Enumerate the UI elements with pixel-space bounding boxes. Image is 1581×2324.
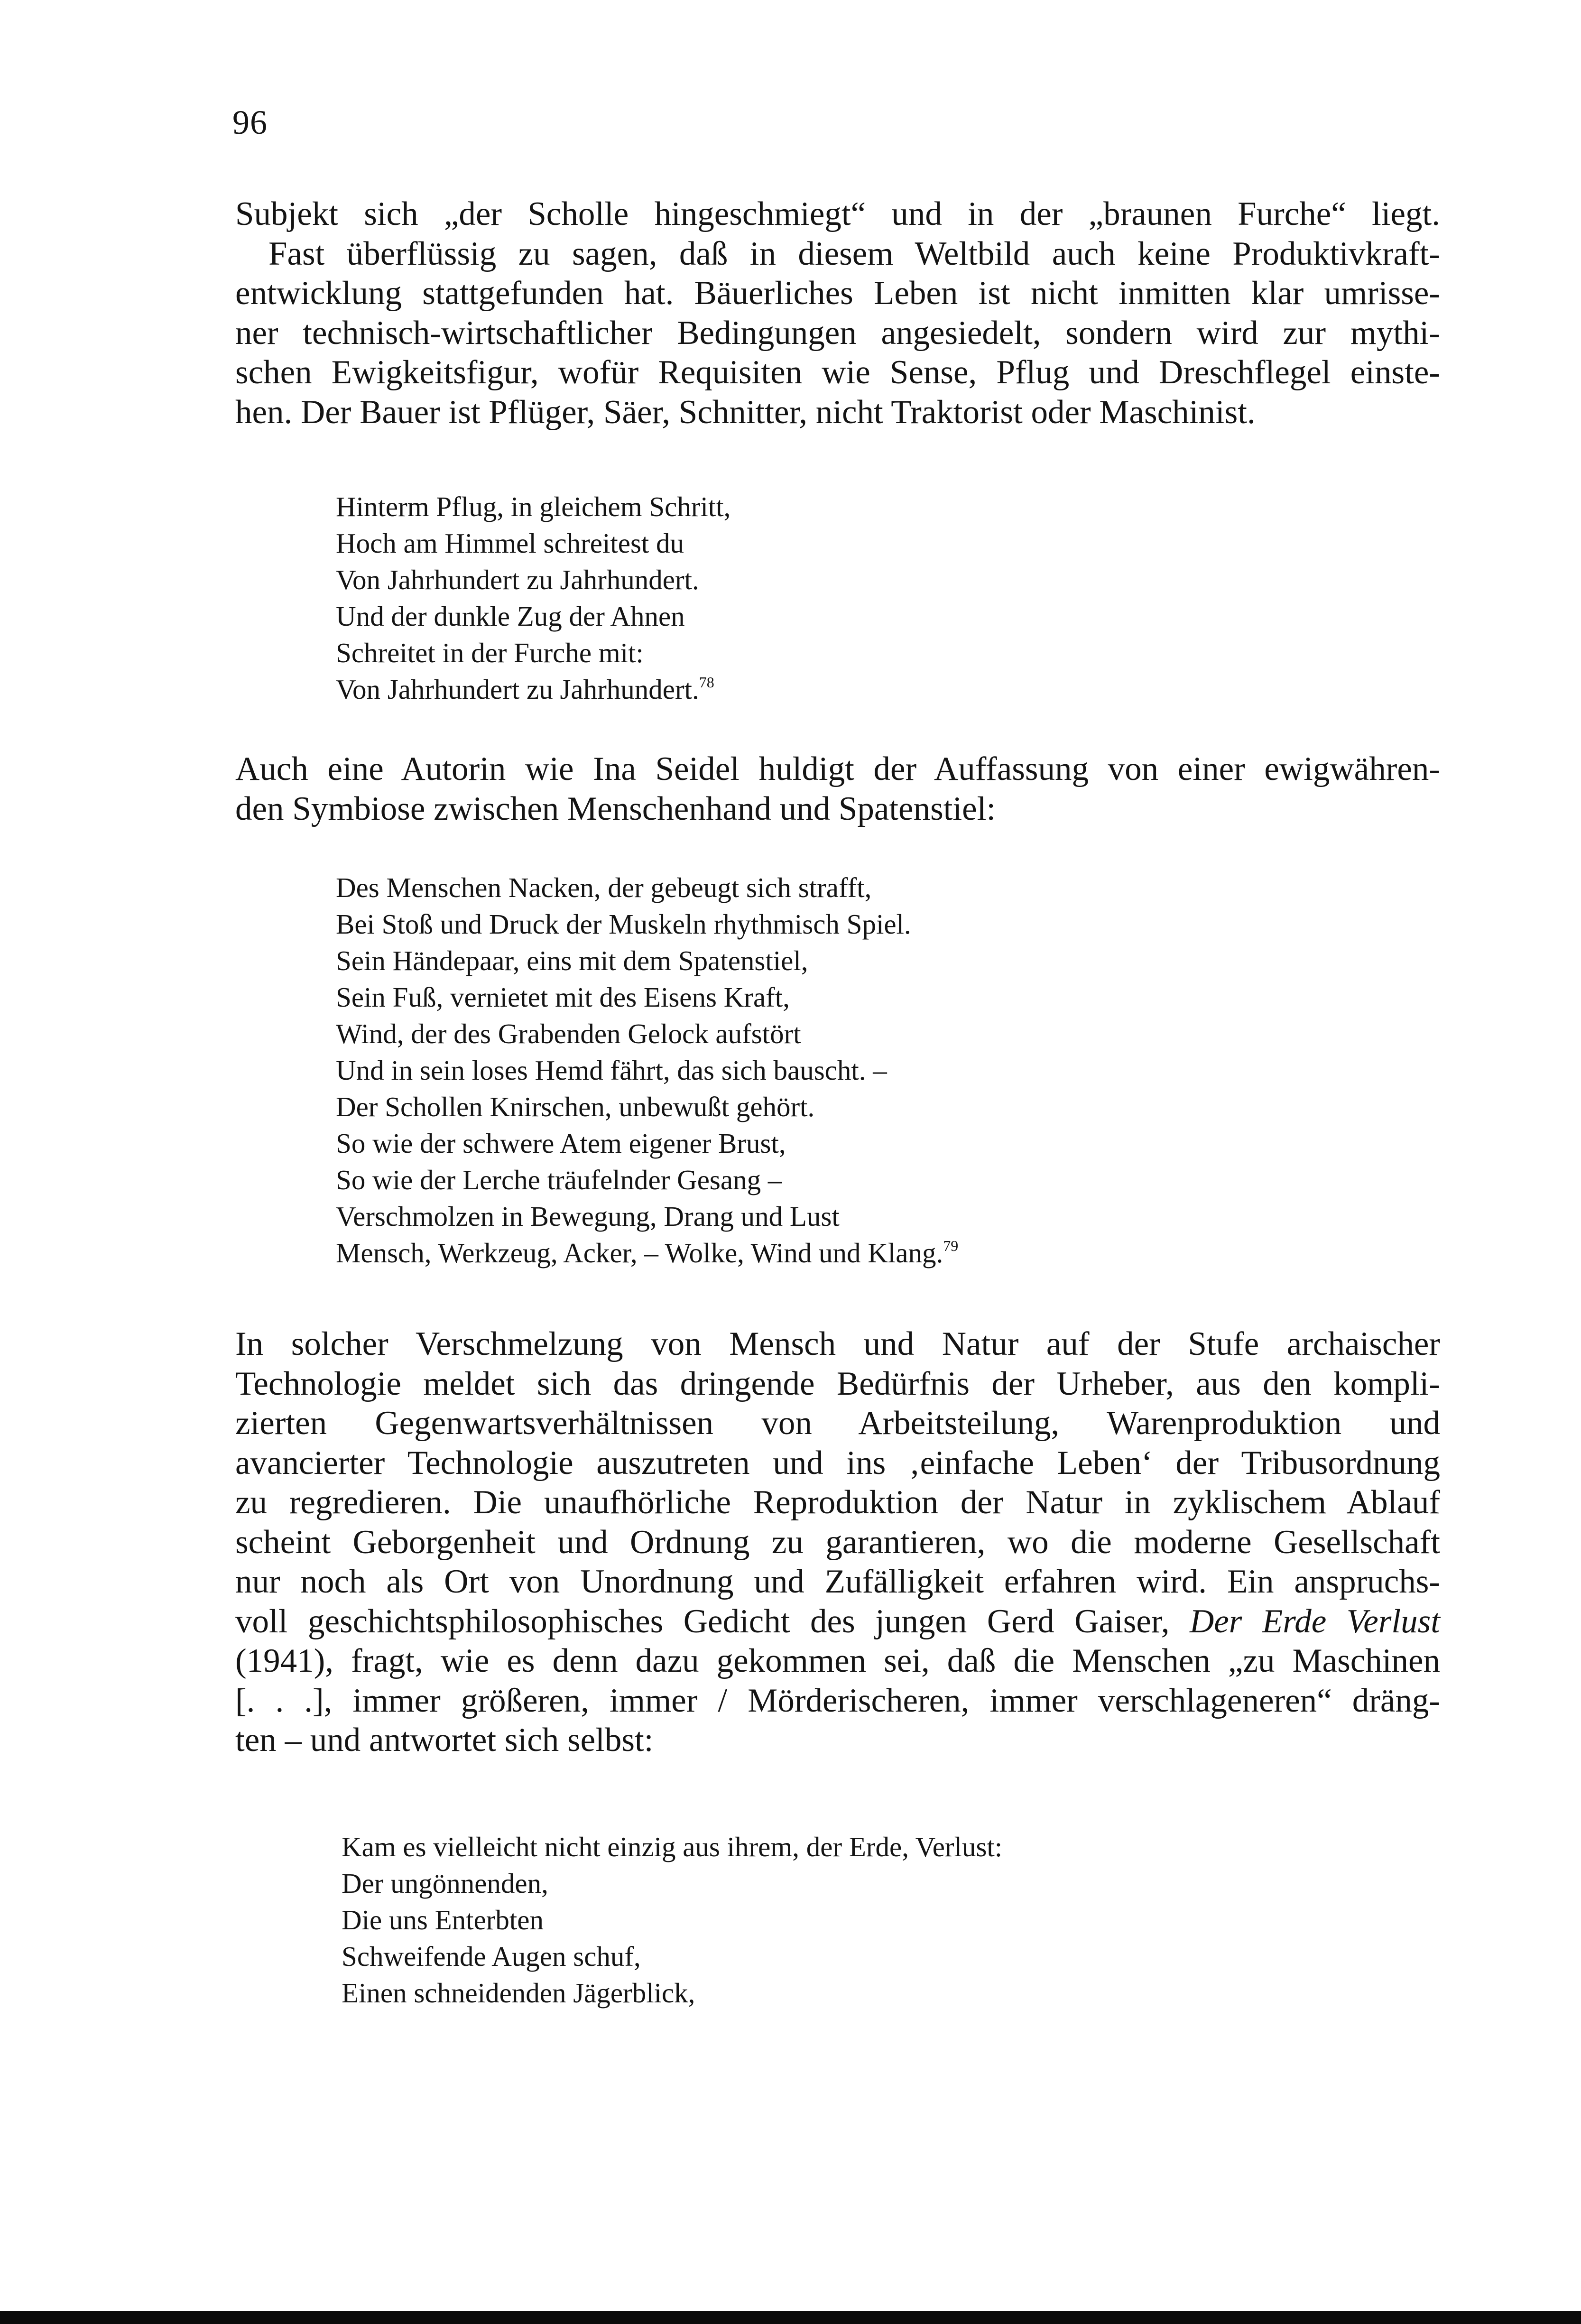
verse-line (336, 671, 730, 708)
verse-line: Bei Stoß und Druck der Muskeln rhythmisch Spiel. (336, 908, 911, 940)
paragraph-line: avancierter Technologie auszutreten und ins ‚einfache Leben‘ der Tribusordnung (235, 1444, 1440, 1481)
paragraph-line: (1941), fragt, wie es denn dazu gekommen sei, daß die Menschen „zu Maschinen (235, 1642, 1440, 1679)
verse-line: Kam es vielleicht nicht einzig aus ihrem, der Erde, Verlust: (342, 1831, 1003, 1862)
page-number: 96 (232, 103, 268, 141)
verse-line: Sein Händepaar, eins mit dem Spatenstiel, (336, 945, 808, 976)
verse-line-text: Mensch, Werkzeug, Acker, – Wolke, Wind und Klang. (336, 1237, 943, 1268)
verse-quote-3 (342, 1829, 1002, 2011)
paragraph-line: scheint Geborgenheit und Ordnung zu garantieren, wo die moderne Gesellschaft (235, 1523, 1440, 1561)
verse-line: Sein Fuß, vernietet mit des Eisens Kraft, (336, 981, 790, 1013)
verse-quote-2 (336, 870, 958, 1271)
paragraph-line: hen. Der Bauer ist Pflüger, Säer, Schnitter, nicht Traktorist oder Maschinist. (235, 393, 1256, 431)
paragraph-line-text: voll geschichtsphilosophisches Gedicht des jungen Gerd Gaiser, (235, 1602, 1170, 1640)
paragraph-line: nur noch als Ort von Unordnung und Zufälligkeit erfahren wird. Ein anspruchs- (235, 1563, 1440, 1600)
verse-line: Hinterm Pflug, in gleichem Schritt, (336, 491, 731, 522)
verse-line: Verschmolzen in Bewegung, Drang und Lust (336, 1201, 840, 1232)
verse-line-text: Von Jahrhundert zu Jahrhundert. (336, 674, 699, 705)
verse-line: Einen schneidenden Jägerblick, (342, 1977, 695, 2009)
paragraph-line: zierten Gegenwartsverhältnissen von Arbeitsteilung, Warenproduktion und (235, 1405, 1440, 1442)
paragraph-line: entwicklung stattgefunden hat. Bäuerliches Leben ist nicht inmitten klar umrisse- (235, 275, 1440, 312)
verse-line: Des Menschen Nacken, der gebeugt sich strafft, (336, 872, 872, 903)
paragraph-1 (235, 194, 1440, 432)
scan-edge-border (0, 2311, 1581, 2324)
paragraph-line: schen Ewigkeitsfigur, wofür Requisiten wie Sense, Pflug und Dreschflegel einste- (235, 354, 1440, 391)
paragraph-line (235, 1602, 1440, 1642)
paragraph-line: den Symbiose zwischen Menschenhand und Spatenstiel: (235, 790, 996, 827)
verse-line: So wie der schwere Atem eigener Brust, (336, 1128, 786, 1159)
paragraph-line: ten – und antwortet sich selbst: (235, 1722, 654, 1759)
paragraph-line: [. . .], immer größeren, immer / Mörderischeren, immer verschlageneren“ dräng- (235, 1682, 1440, 1719)
paragraph-line: Subjekt sich „der Scholle hingeschmiegt“ und in der „braunen Furche“ liegt. (235, 195, 1440, 232)
footnote-marker: 79 (943, 1237, 959, 1254)
verse-line: Die uns Enterbten (342, 1904, 544, 1935)
verse-line: Wind, der des Grabenden Gelock aufstört (336, 1018, 801, 1049)
verse-line: Schweifende Augen schuf, (342, 1941, 641, 1972)
paragraph-line: In solcher Verschmelzung von Mensch und Natur auf der Stufe archaischer (235, 1325, 1440, 1362)
paragraph-line: Fast überflüssig zu sagen, daß in diesem Weltbild auch keine Produktivkraft- (268, 235, 1440, 272)
verse-line: So wie der Lerche träufelnder Gesang – (336, 1164, 782, 1195)
footnote-marker: 78 (699, 674, 714, 691)
paragraph-line: Auch eine Autorin wie Ina Seidel huldigt der Auffassung von einer ewigwähren- (235, 750, 1440, 787)
verse-line: Der Schollen Knirschen, unbewußt gehört. (336, 1091, 815, 1122)
paragraph-line: zu regredieren. Die unaufhörliche Reproduktion der Natur in zyklischem Ablauf (235, 1484, 1440, 1521)
paragraph-line: Technologie meldet sich das dringende Bedürfnis der Urheber, aus den kompli- (235, 1365, 1440, 1402)
verse-line: Der ungönnenden, (342, 1868, 548, 1899)
paragraph-line: ner technisch-wirtschaftlicher Bedingungen angesiedelt, sondern wird zur mythi- (235, 314, 1440, 352)
verse-line: Von Jahrhundert zu Jahrhundert. (336, 564, 699, 595)
paragraph-3 (235, 1324, 1440, 1760)
verse-quote-1 (336, 489, 730, 708)
paragraph-2 (235, 750, 1440, 829)
verse-line: Und der dunkle Zug der Ahnen (336, 601, 685, 632)
verse-line (336, 1235, 958, 1271)
verse-line: Und in sein loses Hemd fährt, das sich bauscht. – (336, 1055, 887, 1086)
poem-title: Der Erde Verlust (1190, 1602, 1441, 1640)
verse-line: Schreitet in der Furche mit: (336, 637, 644, 668)
verse-line: Hoch am Himmel schreitest du (336, 528, 684, 559)
